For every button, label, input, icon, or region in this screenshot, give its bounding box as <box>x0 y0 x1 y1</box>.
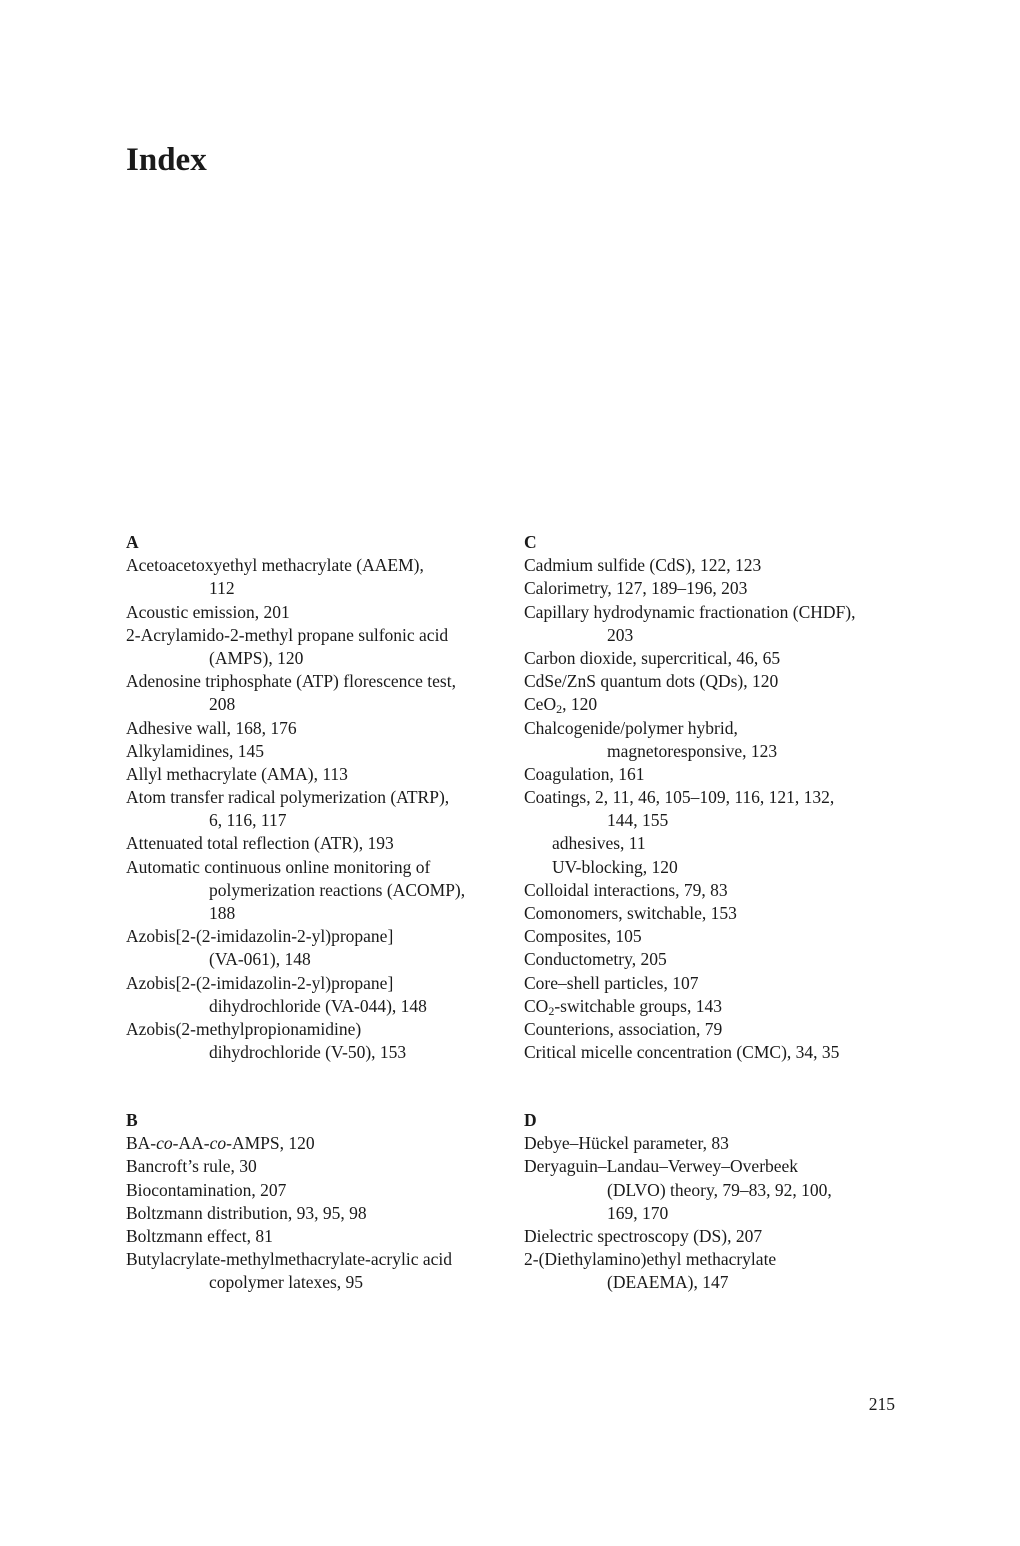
index-entry: Composites, 105 <box>524 926 642 947</box>
index-entry: BA-co-AA-co-AMPS, 120 <box>126 1133 315 1154</box>
index-entry: Counterions, association, 79 <box>524 1018 723 1039</box>
index-entry: Deryaguin–Landau–Verwey–Overbeek <box>524 1156 799 1177</box>
index-entry: Alkylamidines, 145 <box>126 740 265 761</box>
index-section-b <box>126 1109 506 1295</box>
index-entry: Debye–Hückel parameter, 83 <box>524 1133 729 1154</box>
index-entry-continuation: polymerization reactions (ACOMP), <box>209 879 466 900</box>
index-entry-continuation: (DEAEMA), 147 <box>607 1272 729 1293</box>
index-entry-continuation: 144, 155 <box>607 810 669 831</box>
index-entry: Calorimetry, 127, 189–196, 203 <box>524 578 748 599</box>
index-entry-continuation: (VA-061), 148 <box>209 949 311 970</box>
index-entry-continuation: 188 <box>209 903 236 923</box>
index-entry: Chalcogenide/polymer hybrid, <box>524 717 738 738</box>
section-letter: B <box>126 1110 138 1130</box>
index-entry: Azobis[2-(2-imidazolin-2-yl)propane] <box>126 972 394 993</box>
index-entry: Dielectric spectroscopy (DS), 207 <box>524 1225 763 1246</box>
index-entry: Carbon dioxide, supercritical, 46, 65 <box>524 647 781 668</box>
index-entry-continuation: copolymer latexes, 95 <box>209 1272 364 1293</box>
index-entry: Boltzmann distribution, 93, 95, 98 <box>126 1202 367 1223</box>
index-entry: Cadmium sulfide (CdS), 122, 123 <box>524 555 762 576</box>
index-entry: Adenosine triphosphate (ATP) florescence test, <box>126 671 456 692</box>
index-entry: Allyl methacrylate (AMA), 113 <box>126 763 348 784</box>
index-entry: Capillary hydrodynamic fractionation (CHDF), <box>524 601 856 622</box>
page-number: 215 <box>868 1394 895 1414</box>
index-entry: Coagulation, 161 <box>524 763 645 784</box>
index-entry-continuation: 6, 116, 117 <box>209 810 287 831</box>
index-entry: Colloidal interactions, 79, 83 <box>524 879 728 900</box>
index-section-c <box>524 531 904 1064</box>
index-subentry: adhesives, 11 <box>552 833 646 854</box>
index-entry: Adhesive wall, 168, 176 <box>126 717 297 738</box>
index-entry: Comonomers, switchable, 153 <box>524 903 737 923</box>
index-entry: 2-Acrylamido-2-methyl propane sulfonic acid <box>126 624 449 645</box>
index-entry: Automatic continuous online monitoring of <box>126 856 431 877</box>
index-entry: 2-(Diethylamino)ethyl methacrylate <box>524 1249 777 1270</box>
index-entry: Acoustic emission, 201 <box>126 601 290 622</box>
index-entry: Attenuated total reflection (ATR), 193 <box>126 833 394 854</box>
section-letter: C <box>524 532 537 552</box>
index-entry: $CO_2$-switchable groups, 143 <box>524 995 722 1018</box>
index-entry-continuation: 112 <box>209 578 235 599</box>
index-entry: Acetoacetoxyethyl methacrylate (AAEM), <box>126 555 424 576</box>
index-entry: Core–shell particles, 107 <box>524 972 699 993</box>
index-entry-continuation: 208 <box>209 694 236 715</box>
index-entry-continuation: magnetoresponsive, 123 <box>607 740 778 761</box>
index-entry: Biocontamination, 207 <box>126 1179 287 1200</box>
index-entry-continuation: dihydrochloride (V-50), 153 <box>209 1042 407 1063</box>
index-entry-continuation: 169, 170 <box>607 1202 669 1223</box>
section-letter: A <box>126 532 139 552</box>
index-entry: Atom transfer radical polymerization (ATRP), <box>126 787 450 808</box>
page-title: Index <box>126 142 207 178</box>
index-section-d <box>524 1109 904 1295</box>
index-entry: Conductometry, 205 <box>524 949 667 970</box>
index-section-a <box>126 531 506 1064</box>
index-entry: Azobis[2-(2-imidazolin-2-yl)propane] <box>126 926 394 947</box>
index-subentry: UV-blocking, 120 <box>552 856 678 877</box>
index-entry: Bancroft’s rule, 30 <box>126 1156 257 1177</box>
index-entry: Boltzmann effect, 81 <box>126 1225 273 1246</box>
index-entry: CeO$_2$, 120 <box>524 694 598 717</box>
index-entry: Azobis(2-methylpropionamidine) <box>126 1018 362 1039</box>
index-entry-continuation: (DLVO) theory, 79–83, 92, 100, <box>607 1179 832 1200</box>
index-entry: CdSe/ZnS quantum dots (QDs), 120 <box>524 671 779 692</box>
index-entry-continuation: 203 <box>607 624 634 645</box>
index-entry: Butylacrylate-methylmethacrylate-acrylic acid <box>126 1249 453 1270</box>
index-entry: Critical micelle concentration (CMC), 34, 35 <box>524 1042 840 1063</box>
index-entry-continuation: dihydrochloride (VA-044), 148 <box>209 995 427 1016</box>
index-entry: Coatings, 2, 11, 46, 105–109, 116, 121, 132, <box>524 787 835 808</box>
index-entry-continuation: (AMPS), 120 <box>209 647 304 668</box>
section-letter: D <box>524 1110 537 1130</box>
